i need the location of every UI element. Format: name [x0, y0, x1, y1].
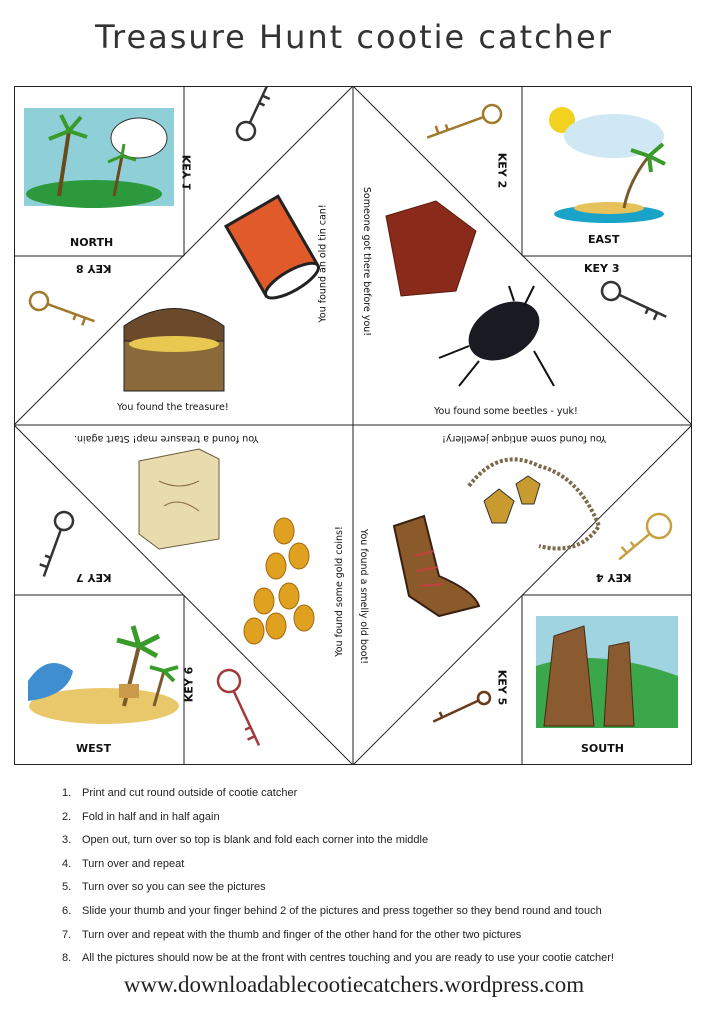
instruction-item: 5. Turn over so you can see the pictures	[62, 881, 266, 894]
east-label: EAST	[588, 233, 620, 246]
north-label: NORTH	[70, 236, 114, 249]
treasure-map-picture	[139, 449, 219, 549]
fortune-beetles: You found some beetles - yuk!	[434, 406, 578, 417]
instruction-item: 6. Slide your thumb and your finger behind 2 of the pictures and press together so they bend round and touch	[62, 904, 602, 917]
tin-can-picture	[226, 196, 323, 304]
east-island-picture	[549, 107, 665, 223]
fold-lines	[14, 86, 692, 765]
instructions-list	[62, 782, 682, 971]
fortune-jewellery: You found some antique jewellery!	[442, 433, 607, 444]
treasure-chest-picture	[124, 309, 224, 392]
key-4-label: KEY 4	[596, 571, 632, 584]
key-1-label: KEY 1	[180, 154, 194, 191]
fortune-tin-can: You found an old tin can!	[317, 204, 329, 323]
key-5-label: KEY 5	[495, 669, 509, 706]
south-label: SOUTH	[581, 742, 624, 755]
instruction-item: 2. Fold in half and in half again	[62, 810, 220, 823]
west-beach-picture	[28, 626, 179, 724]
fortune-coins: You found some gold coins!	[333, 526, 345, 657]
instruction-item: 3. Open out, turn over so top is blank and fold each corner into the middle	[62, 834, 429, 847]
instruction-item: 4. Turn over and repeat	[62, 857, 185, 870]
fortune-boot: You found a smelly old boot!	[358, 528, 370, 665]
old-boot-picture	[394, 516, 479, 616]
key-8-label: KEY 8	[76, 262, 112, 275]
south-statues-picture	[536, 616, 678, 728]
instruction-item: 1. Print and cut round outside of cootie catcher	[62, 787, 298, 799]
north-island-picture	[24, 108, 174, 208]
west-label: WEST	[76, 742, 112, 755]
cootie-catcher-board	[14, 86, 692, 765]
gold-coins-picture	[244, 518, 314, 644]
beetle-picture	[439, 286, 554, 386]
key-6-label: KEY 6	[182, 666, 196, 703]
key-3-label: KEY 3	[584, 262, 620, 275]
instruction-item: 8. All the pictures should now be at the front with centres touching and you are ready to use your cootie catcher!	[62, 952, 614, 965]
key-7-label: KEY 7	[76, 571, 112, 584]
page-title: Treasure Hunt cootie catcher	[95, 18, 613, 56]
jewellery-picture	[469, 459, 599, 548]
fortune-someone: Someone got there before you!	[361, 186, 373, 337]
broken-box-picture	[386, 201, 476, 296]
instruction-item: 7. Turn over and repeat with the thumb and finger of the other hand for the other two pictures	[62, 928, 522, 941]
key-2-label: KEY 2	[495, 152, 509, 189]
fortune-treasure: You found the treasure!	[117, 402, 229, 413]
website-url: www.downloadablecootiecatchers.wordpress.com	[123, 972, 585, 997]
fortune-map: You found a treasure map! Start again.	[74, 433, 259, 444]
